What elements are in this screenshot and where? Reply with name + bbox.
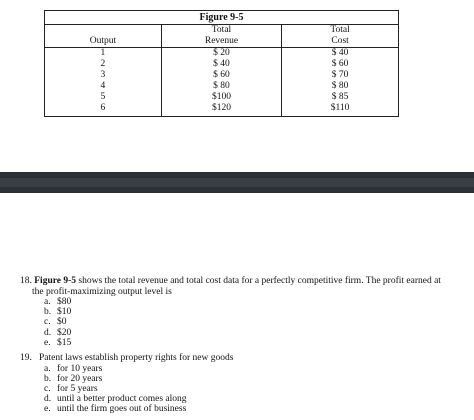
figure-header-row <box>45 25 399 48</box>
option-text: until the firm goes out of business <box>57 404 187 415</box>
option-letter: b. <box>44 307 52 318</box>
option-letter: c. <box>44 317 51 328</box>
question-18-text-cont: the profit-maximizing output level is <box>32 286 172 297</box>
header-total-revenue: Total Revenue <box>161 25 281 48</box>
option-text: for 10 years <box>57 363 103 374</box>
table-row <box>45 70 399 81</box>
option-text: $80 <box>57 297 72 307</box>
cell-cost: $ 85 <box>282 92 399 103</box>
answer-option[interactable] <box>44 364 460 374</box>
answer-options <box>20 364 460 415</box>
answer-options <box>20 297 460 348</box>
cell-output: 3 <box>45 70 162 81</box>
answer-option[interactable] <box>44 374 460 384</box>
answer-option[interactable] <box>44 317 460 327</box>
answer-option[interactable] <box>44 307 460 317</box>
answer-option[interactable] <box>44 384 460 394</box>
cell-revenue: $100 <box>161 92 281 103</box>
answer-option[interactable] <box>44 328 460 338</box>
cell-cost: $110 <box>282 103 399 117</box>
question-19-text: Patent laws establish property rights for new goods <box>39 353 234 363</box>
option-letter: b. <box>44 373 52 384</box>
option-text: until a better product comes along <box>57 394 187 405</box>
page-divider-shade <box>0 178 474 187</box>
option-text: $0 <box>57 317 67 328</box>
cell-revenue: $ 80 <box>161 81 281 92</box>
option-letter: c. <box>44 383 51 394</box>
table-row <box>45 59 399 70</box>
option-letter: a. <box>44 297 51 307</box>
table-row <box>45 103 399 117</box>
header-total-cost: Total Cost <box>282 25 399 48</box>
answer-option[interactable] <box>44 404 460 414</box>
option-letter: d. <box>44 327 52 338</box>
cell-output: 5 <box>45 92 162 103</box>
question-19 <box>20 353 460 415</box>
answer-option[interactable] <box>44 338 460 348</box>
cell-cost: $ 70 <box>282 70 399 81</box>
cell-revenue: $ 20 <box>161 48 281 60</box>
option-text: $20 <box>57 327 72 338</box>
figure-reference: Figure 9-5 <box>34 276 77 286</box>
question-18-text: shows the total revenue and total cost data for a perfectly competitive firm. The profit earned at <box>76 276 441 286</box>
cell-output: 4 <box>45 81 162 92</box>
answer-option[interactable] <box>44 297 460 307</box>
cell-revenue: $120 <box>161 103 281 117</box>
cell-revenue: $ 60 <box>161 70 281 81</box>
option-text: for 20 years <box>57 373 103 384</box>
question-19-stem <box>20 353 460 364</box>
cell-output: 1 <box>45 48 162 60</box>
header-output: Output <box>45 25 162 48</box>
option-letter: e. <box>44 337 51 348</box>
cell-revenue: $ 40 <box>161 59 281 70</box>
option-text: for 5 years <box>57 383 98 394</box>
option-letter: d. <box>44 394 52 405</box>
question-18 <box>20 276 460 348</box>
answer-option[interactable] <box>44 394 460 404</box>
question-number: 19. <box>20 353 32 363</box>
figure-table <box>44 10 399 117</box>
option-letter: e. <box>44 404 51 415</box>
option-letter: a. <box>44 363 51 374</box>
table-row <box>45 81 399 92</box>
question-number: 18. <box>20 276 32 286</box>
question-18-stem <box>20 276 460 287</box>
table-row <box>45 92 399 103</box>
option-text: $10 <box>57 307 72 318</box>
option-text: $15 <box>57 337 72 348</box>
figure-title: Figure 9-5 <box>45 11 399 25</box>
cell-output: 2 <box>45 59 162 70</box>
cell-cost: $ 80 <box>282 81 399 92</box>
cell-cost: $ 60 <box>282 59 399 70</box>
cell-cost: $ 40 <box>282 48 399 60</box>
cell-output: 6 <box>45 103 162 117</box>
table-row <box>45 48 399 60</box>
